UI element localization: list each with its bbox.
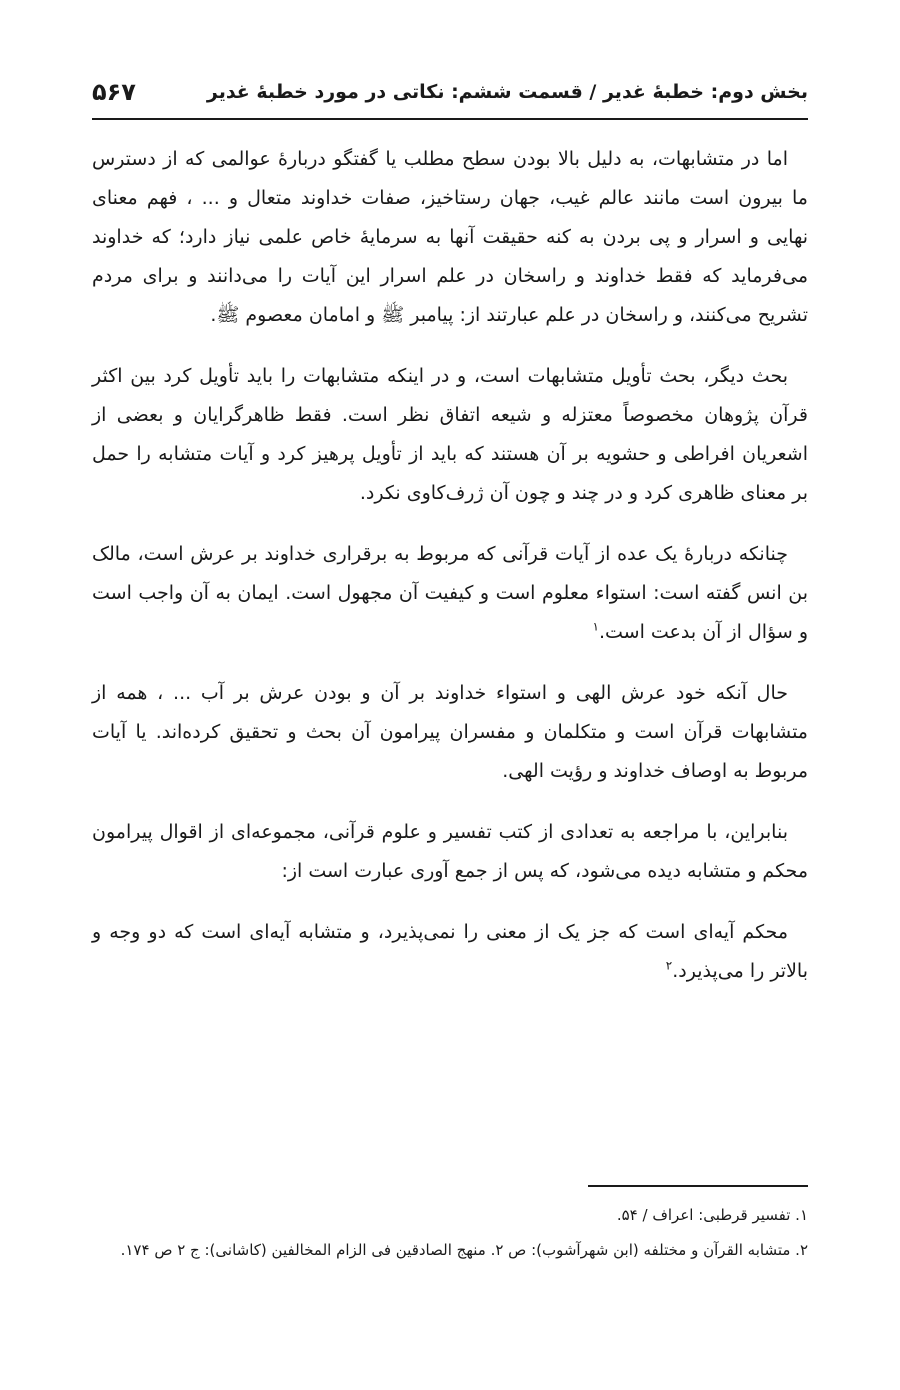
paragraph: بنابراین، با مراجعه به تعدادی از کتب تفسیر و علوم قرآنی، مجموعه‌ای از اقوال پیرامون محکم و متشابه دیده می‌شود، که پس از جمع آوری عبارت است از: bbox=[92, 821, 808, 882]
paragraph: چنانکه دربارهٔ یک عده از آیات قرآنی که مربوط به برقراری خداوند بر عرش است، مالک بن انس گفته است: استواء معلوم است و کیفیت آن مجهول است. ایمان به آن واجب است و سؤال از آن بدعت است.$^۱$ bbox=[92, 543, 808, 643]
footnote: ۱. تفسیر قرطبی: اعراف / ۵۴. bbox=[616, 1206, 808, 1224]
running-header-title: بخش دوم: خطبهٔ غدیر / قسمت ششم: نکاتی در مورد خطبهٔ غدیر bbox=[206, 81, 808, 103]
paragraph: حال آنکه خود عرش الهی و استواء خداوند بر آن و بودن عرش بر آب ... ، همه از متشابهات قرآن است و متکلمان و مفسران پیرامون آن بحث و تحقیق کرده‌اند. یا آیات مربوط به اوصاف خداوند و رؤیت الهی. bbox=[92, 682, 808, 782]
paragraph: محکم آیه‌ای است که جز یک از معنی را نمی‌پذیرد، و متشابه آیه‌ای است که دو وجه و بالاتر را می‌پذیرد.$^۲$ bbox=[92, 921, 808, 982]
footnotes bbox=[92, 1200, 808, 1270]
page-header bbox=[92, 70, 808, 114]
footnote-divider bbox=[588, 1185, 808, 1187]
paragraph: بحث دیگر، بحث تأویل متشابهات است، و در اینکه متشابهات را باید تأویل کرد بین اکثر قرآن پژوهان مخصوصاً معتزله و شیعه اتفاق نظر است. فقط ظاهرگرایان و بعضی از اشعریان افراطی و حشویه بر آن هستند که باید از تأویل پرهیز کرد و آیات متشابه را حمل بر معنای ظاهری کرد و در چند و چون آن ژرف‌کاوی نکرد. bbox=[92, 365, 808, 504]
footnote-marker[interactable]: ۱ bbox=[592, 619, 599, 634]
footnote: ۲. متشابه القرآن و مختلفه (ابن شهرآشوب): ص ۲. منهج الصادقین فی الزام المخالفین (کاشانی): ج ۲ ص ۱۷۴. bbox=[120, 1241, 808, 1259]
paragraph: اما در متشابهات، به دلیل بالا بودن سطح مطلب یا گفتگو دربارهٔ عوالمی که از دسترس ما بیرون است مانند عالم غیب، جهان رستاخیز، صفات خداوند متعال و ... ، فهم معنای نهایی و اسرار و پی بردن به کنه حقیقت آنها به سرمایهٔ خاص علمی نیاز دارد؛ که خداوند می‌فرماید که فقط خداوند و راسخان در علم اسرار این آیات را می‌دانند و برای مردم تشریح می‌کنند، و راسخان در علم عبارتند از: پیامبر ﷺ و امامان معصوم ﷺ. bbox=[92, 148, 808, 326]
main-text bbox=[92, 140, 808, 1013]
page-number: ۵۶۷ bbox=[92, 78, 136, 106]
footnote-marker[interactable]: ۲ bbox=[665, 958, 673, 973]
header-divider bbox=[92, 118, 808, 120]
